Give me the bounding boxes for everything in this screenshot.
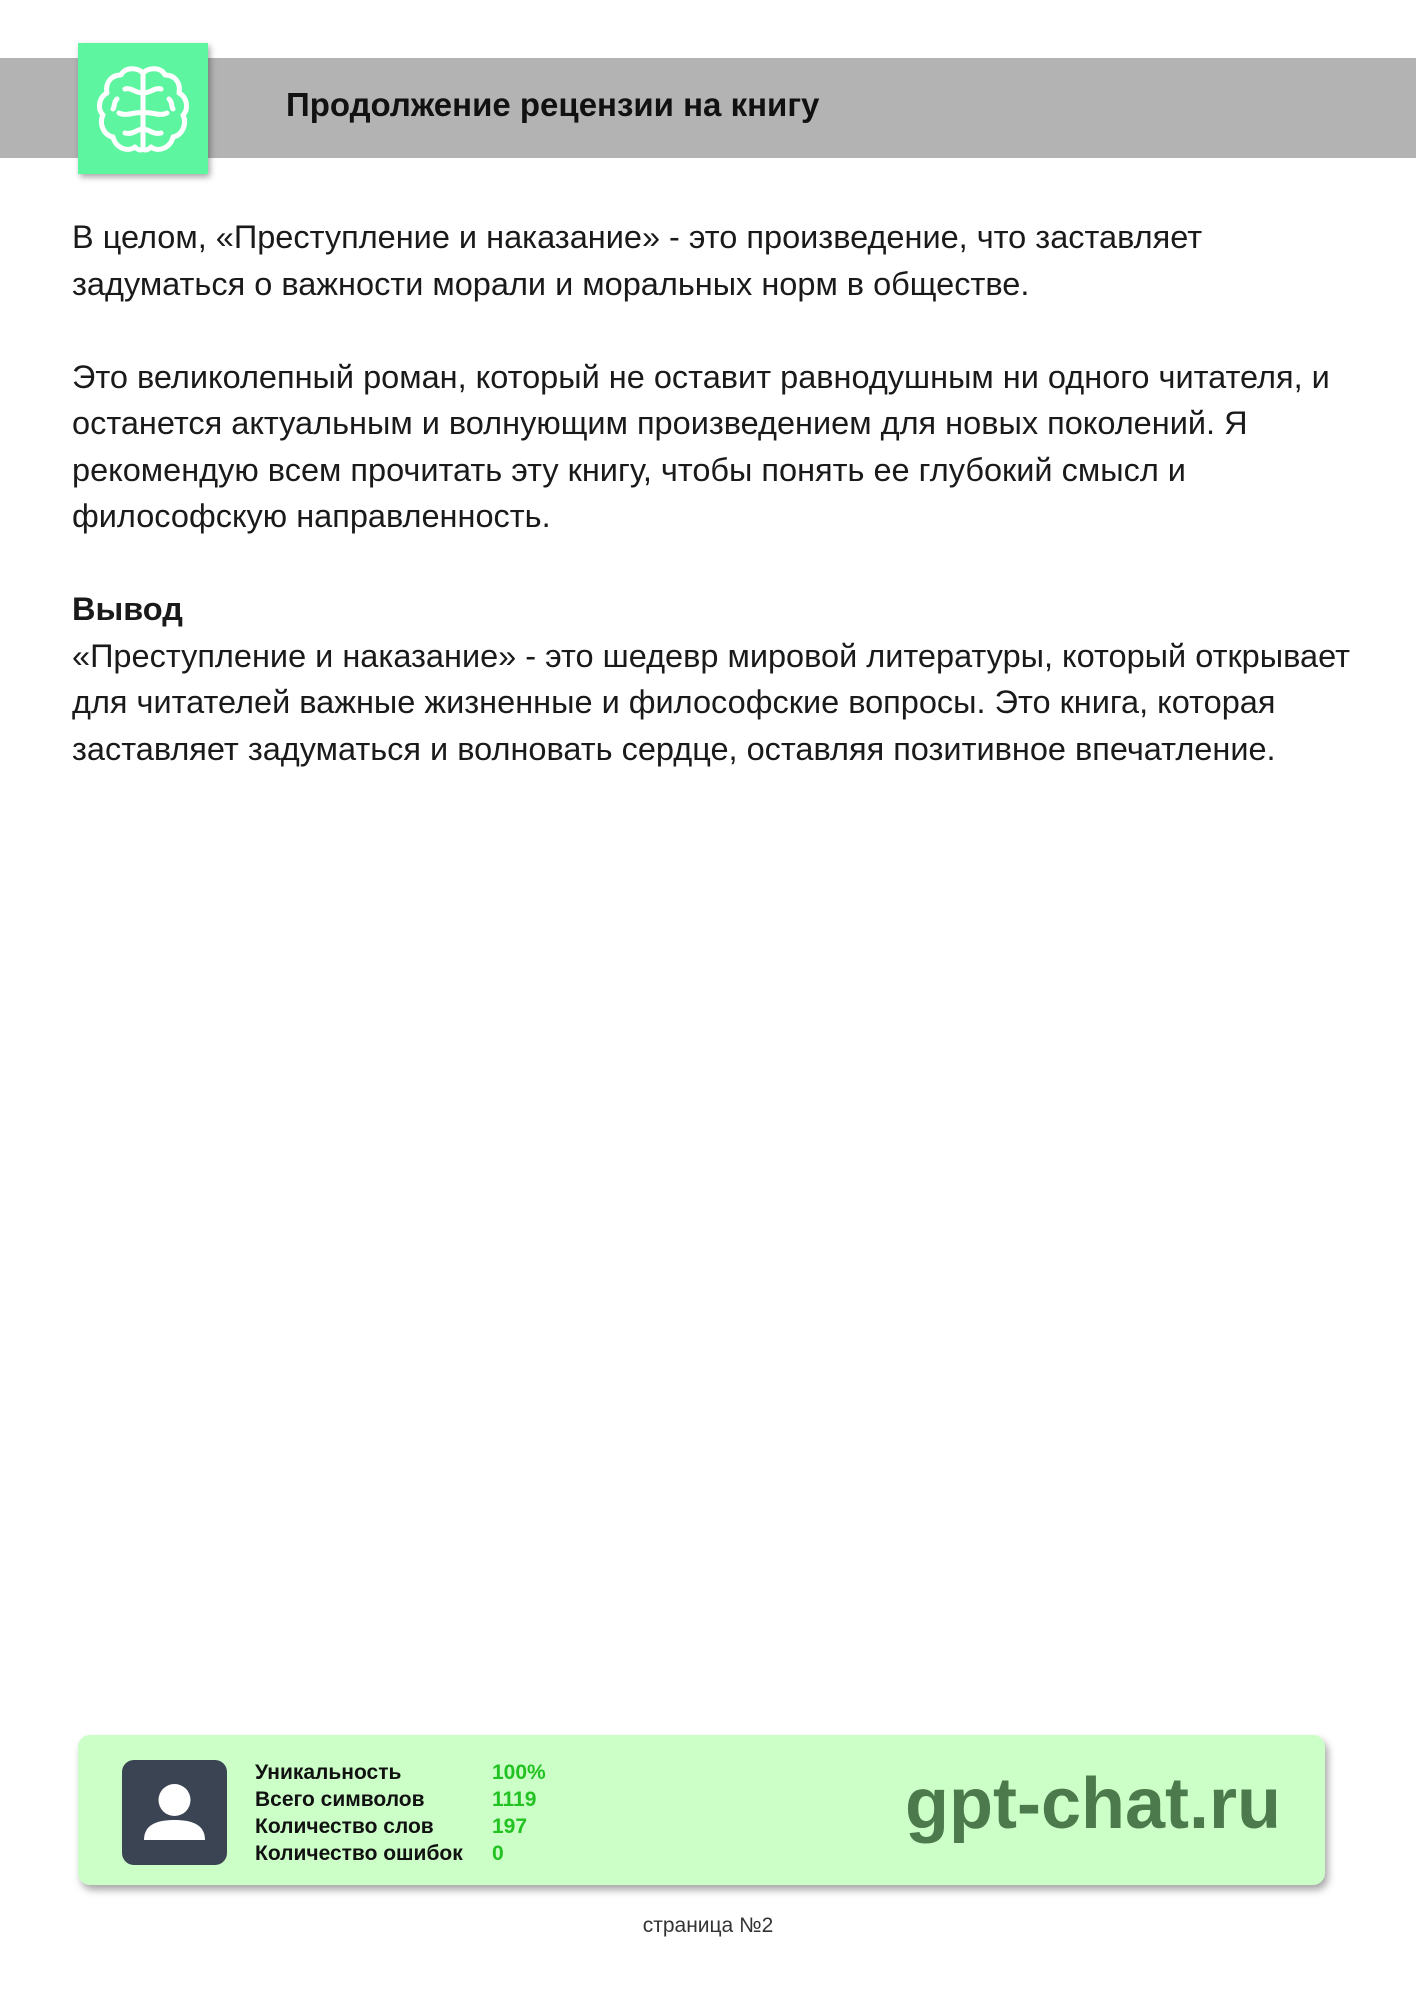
page-title: Продолжение рецензии на книгу bbox=[286, 86, 820, 123]
brand-logo-text: gpt-chat.ru bbox=[905, 1764, 1281, 1844]
conclusion-paragraph: «Преступление и наказание» - это шедевр мировой литературы, который открывает для читателей важные жизненные и философские вопросы. Это книга, которая заставляет задуматься и волновать сердце, оставляя позитивное впечатление. bbox=[72, 637, 1350, 767]
paragraph: Это великолепный роман, который не оставит равнодушным ни одного читателя, и останется актуальным и волнующим произведением для новых поколений. Я рекомендую всем прочитать эту книгу, чтобы понять ее глубокий смысл и философскую направленность. bbox=[72, 358, 1330, 534]
paragraph: В целом, «Преступление и наказание» - это произведение, что заставляет задуматься о важности морали и моральных норм в обществе. bbox=[72, 219, 1203, 302]
stat-value: 0 bbox=[492, 1842, 504, 1865]
stat-value: 1119 bbox=[492, 1788, 537, 1811]
stat-value: 100% bbox=[492, 1761, 546, 1784]
stat-value: 197 bbox=[492, 1815, 528, 1838]
stats-table bbox=[255, 1759, 546, 1867]
logo bbox=[78, 43, 208, 174]
stat-label: Количество слов bbox=[255, 1815, 434, 1838]
conclusion-heading: Вывод bbox=[72, 591, 183, 627]
stat-row-words bbox=[255, 1813, 546, 1840]
review-body bbox=[72, 214, 1372, 772]
user-icon bbox=[122, 1760, 227, 1865]
stat-row-characters bbox=[255, 1786, 546, 1813]
paragraph-gap bbox=[72, 540, 1372, 587]
paragraph-gap bbox=[72, 307, 1372, 354]
stat-label: Количество ошибок bbox=[255, 1842, 463, 1865]
page-number: страница №2 bbox=[642, 1914, 774, 1937]
stats-card bbox=[78, 1735, 1325, 1885]
stat-row-errors bbox=[255, 1840, 546, 1867]
stat-row-uniqueness bbox=[255, 1759, 546, 1786]
avatar bbox=[122, 1760, 227, 1865]
stat-label: Уникальность bbox=[255, 1761, 402, 1784]
stat-label: Всего символов bbox=[255, 1788, 425, 1811]
brain-icon bbox=[93, 63, 193, 155]
